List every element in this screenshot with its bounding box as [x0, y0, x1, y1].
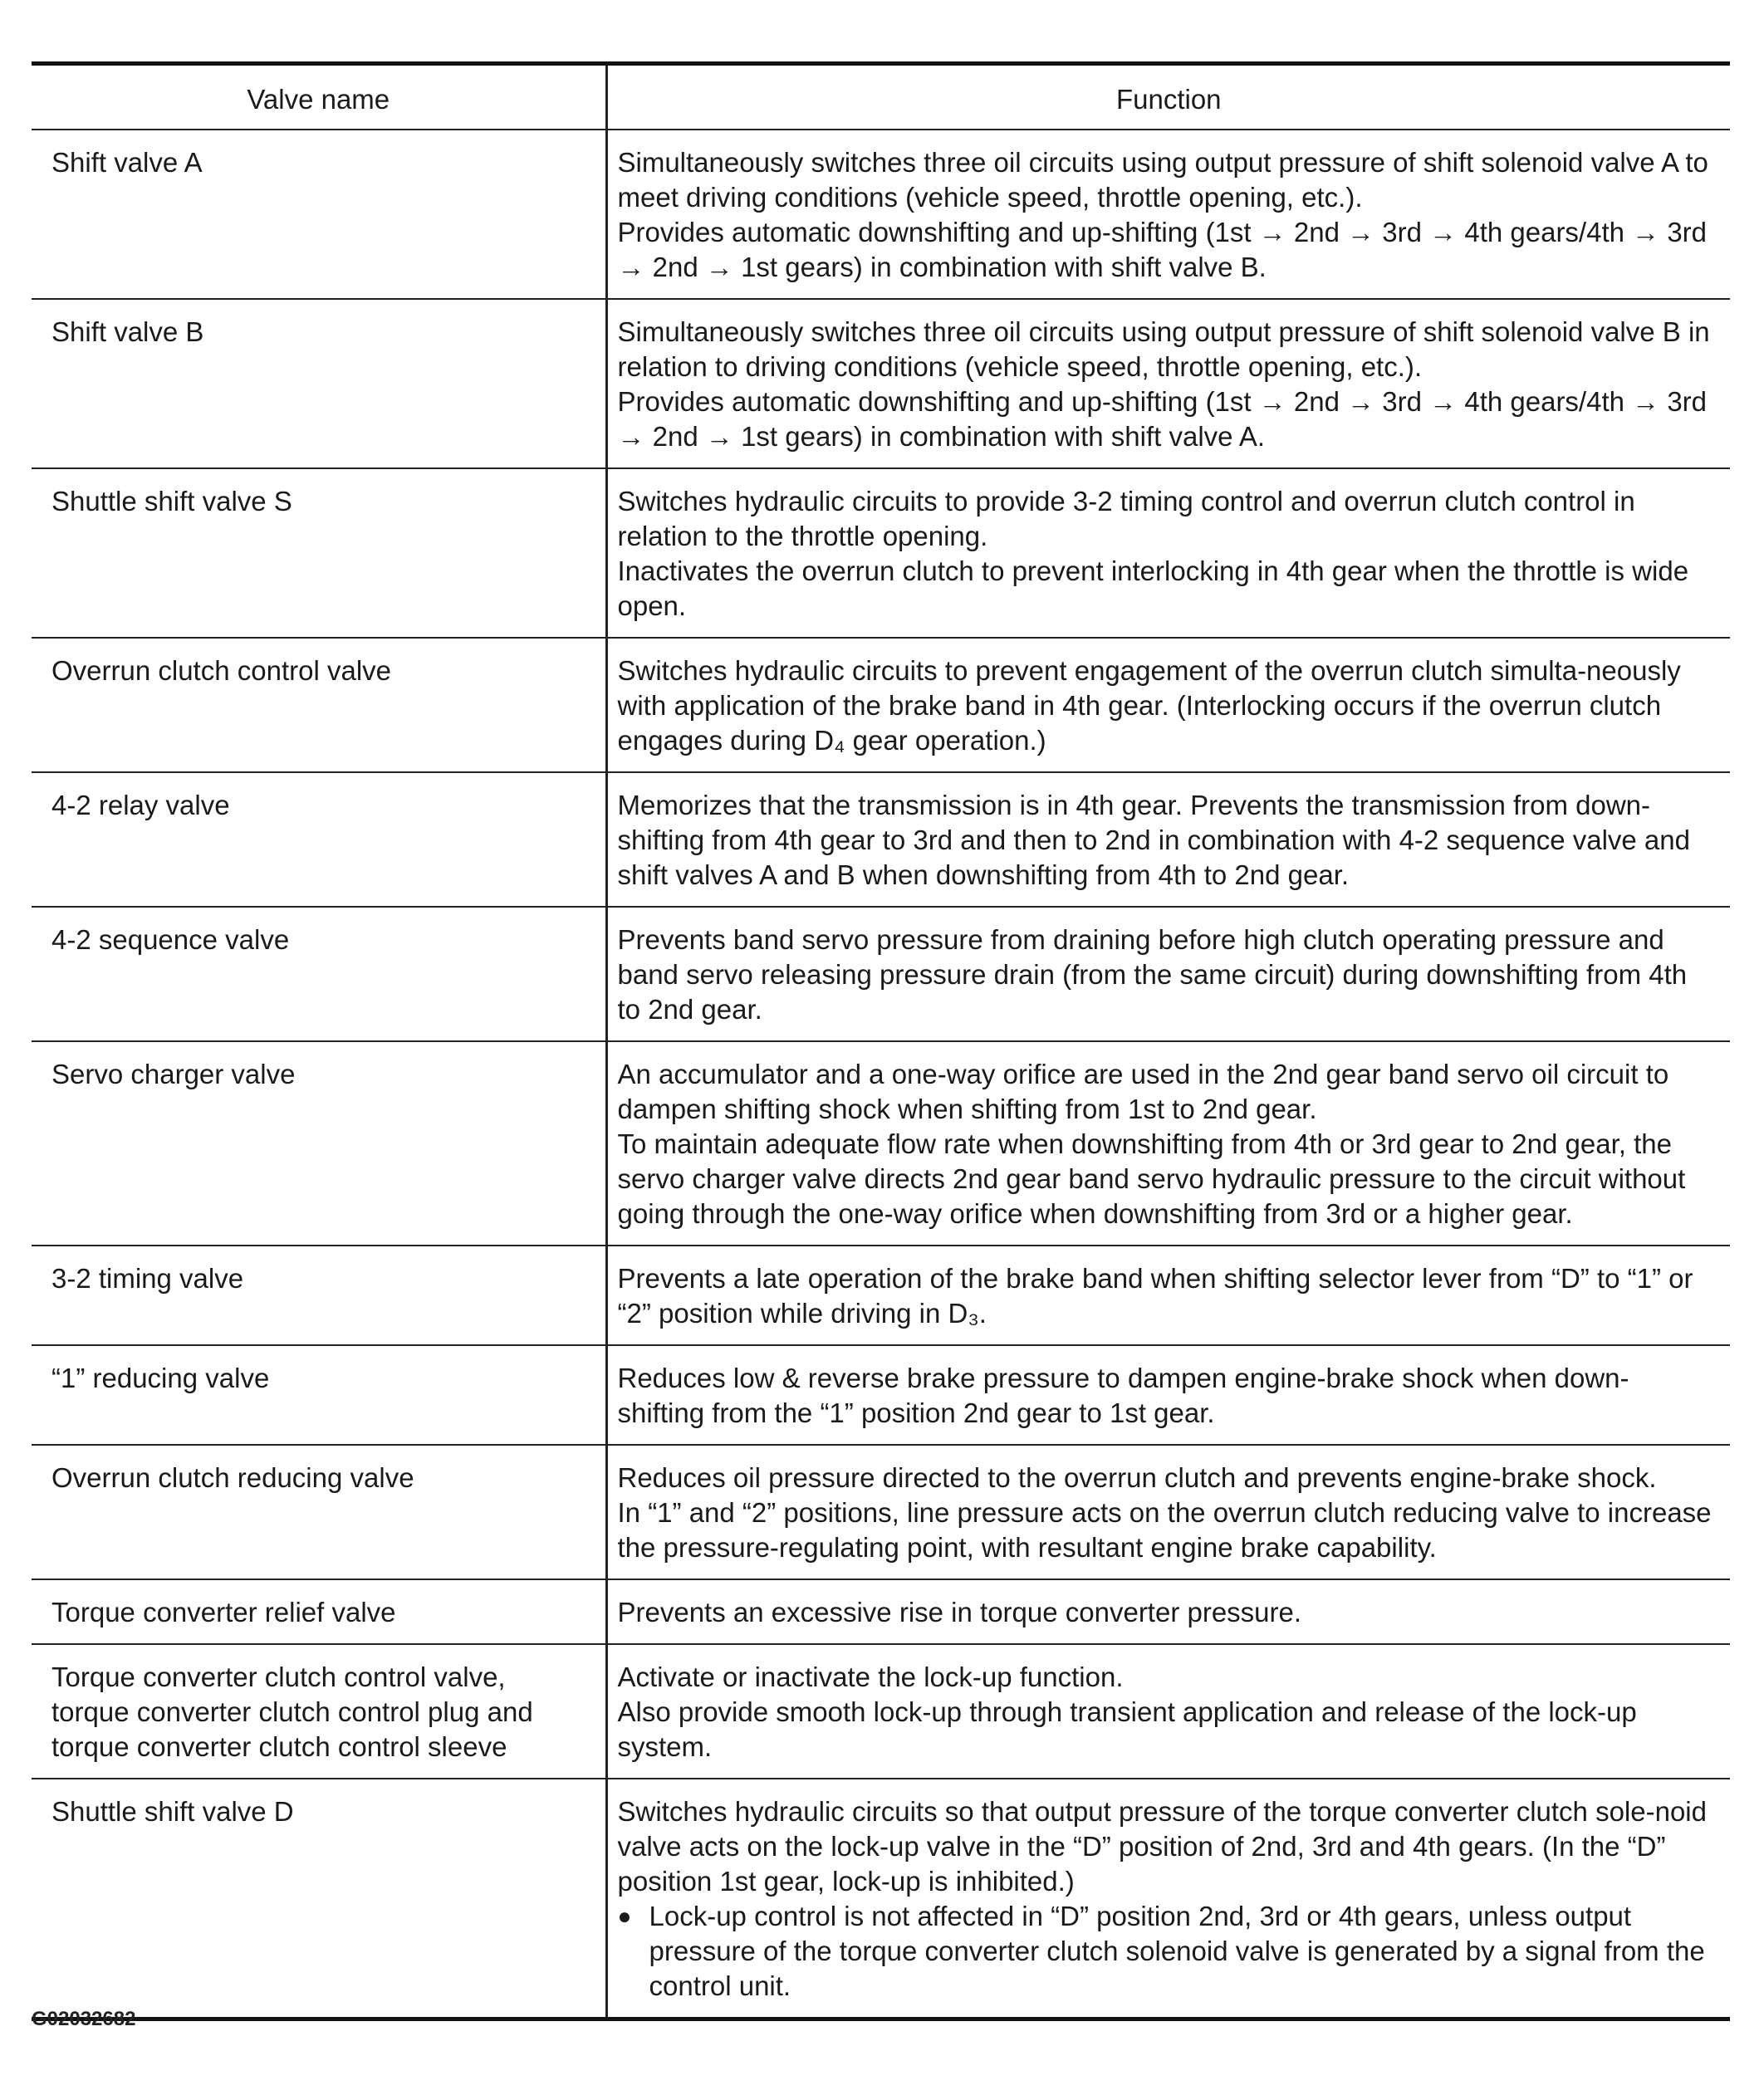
table-header-row — [32, 64, 1730, 130]
function-cell — [606, 1246, 1730, 1345]
valve-name-cell — [32, 299, 606, 468]
table-row — [32, 638, 1730, 772]
valve-name-line: Servo charger valve — [51, 1059, 296, 1089]
valve-name-cell — [32, 130, 606, 299]
function-paragraph: Prevents an excessive rise in torque converter pressure. — [617, 1597, 1302, 1627]
valve-name-line: 3-2 timing valve — [51, 1263, 244, 1294]
function-paragraph: To maintain adequate flow rate when downshifting from 4th or 3rd gear to 2nd gear, the servo charger valve directs 2nd gear band servo hydraulic pressure to the circuit without going through the one-way orifice when downshifting from 3rd or a higher gear. — [617, 1128, 1686, 1229]
document-id: G02032682 — [32, 2008, 136, 2030]
function-cell — [606, 638, 1730, 772]
valve-name-line: 4-2 sequence valve — [51, 924, 290, 955]
valve-name-cell — [32, 1345, 606, 1445]
function-paragraph: Switches hydraulic circuits so that output pressure of the torque converter clutch sole-noid valve acts on the lock-up valve in the “D” position of 2nd, 3rd and 4th gears. (In the “D” position 1st gear, lock-up is inhibited.) — [617, 1796, 1707, 1897]
header-function: Function — [606, 64, 1730, 130]
valve-name-line: Shift valve A — [51, 147, 203, 178]
valve-name-cell — [32, 1246, 606, 1345]
valve-name-line: Shuttle shift valve S — [51, 486, 292, 516]
function-paragraph: An accumulator and a one-way orifice are used in the 2nd gear band servo oil circuit to dampen shifting shock when shifting from 1st to 2nd gear. — [617, 1059, 1669, 1124]
table-row — [32, 1345, 1730, 1445]
valve-name-line: “1” reducing valve — [51, 1363, 270, 1393]
function-bullet-item — [618, 1899, 1716, 2004]
function-paragraph: Also provide smooth lock-up through transient application and release of the lock-up system. — [617, 1696, 1637, 1762]
table-row — [32, 1644, 1730, 1779]
function-paragraph: Reduces low & reverse brake pressure to dampen engine-brake shock when down-shifting from the “1” position 2nd gear to 1st gear. — [617, 1363, 1629, 1428]
valve-name-line: Overrun clutch control valve — [51, 655, 392, 686]
valve-name-cell — [32, 468, 606, 638]
function-paragraph: Provides automatic downshifting and up-shifting (1st → 2nd → 3rd → 4th gears/4th → 3rd → 2nd → 1st gears) in combination with shift valve A. — [617, 386, 1708, 452]
function-cell — [606, 772, 1730, 907]
function-cell — [606, 1041, 1730, 1246]
table-row — [32, 1579, 1730, 1644]
valve-name-cell — [32, 1644, 606, 1779]
function-cell — [606, 1445, 1730, 1579]
function-cell — [606, 130, 1730, 299]
function-paragraph: Switches hydraulic circuits to prevent engagement of the overrun clutch simulta-neously with application of the brake band in 4th gear. (Interlocking occurs if the overrun clutch engages during D₄ gear operation.) — [617, 655, 1681, 756]
function-paragraph: Prevents band servo pressure from draining before high clutch operating pressure and band servo releasing pressure drain (from the same circuit) during downshifting from 4th to 2nd gear. — [617, 924, 1688, 1025]
valve-name-cell — [32, 1779, 606, 2019]
function-cell — [606, 1779, 1730, 2019]
function-paragraph: Inactivates the overrun clutch to prevent interlocking in 4th gear when the throttle is wide open. — [617, 556, 1689, 621]
function-cell — [606, 299, 1730, 468]
header-valve-name: Valve name — [32, 64, 606, 130]
function-cell — [606, 1644, 1730, 1779]
function-paragraph: Simultaneously switches three oil circuits using output pressure of shift solenoid valve A to meet driving conditions (vehicle speed, throttle opening, etc.). — [617, 147, 1708, 213]
valve-name-line: Torque converter relief valve — [51, 1597, 396, 1627]
function-paragraph: Switches hydraulic circuits to provide 3-2 timing control and overrun clutch control in relation to the throttle opening. — [617, 486, 1635, 551]
valve-name-line: Shift valve B — [51, 316, 204, 347]
table-row — [32, 299, 1730, 468]
table-row — [32, 1246, 1730, 1345]
valve-function-table — [32, 61, 1730, 2021]
valve-name-cell — [32, 1041, 606, 1246]
function-paragraph: Reduces oil pressure directed to the overrun clutch and prevents engine-brake shock. — [617, 1462, 1657, 1493]
valve-name-line: Shuttle shift valve D — [51, 1796, 294, 1827]
function-paragraph: Prevents a late operation of the brake band when shifting selector lever from “D” to “1” or “2” position while driving in D₃. — [617, 1263, 1693, 1329]
table-row — [32, 130, 1730, 299]
valve-name-line: 4-2 relay valve — [51, 790, 230, 820]
valve-name-cell — [32, 907, 606, 1041]
function-cell — [606, 1579, 1730, 1644]
function-cell — [606, 468, 1730, 638]
table-row — [32, 1779, 1730, 2019]
bullet-text: Lock-up control is not affected in “D” position 2nd, 3rd or 4th gears, unless output pressure of the torque converter clutch solenoid valve is generated by a signal from the control unit. — [649, 1901, 1705, 2001]
valve-name-line: Overrun clutch reducing valve — [51, 1462, 414, 1493]
valve-name-cell — [32, 1445, 606, 1579]
function-paragraph: Provides automatic downshifting and up-shifting (1st → 2nd → 3rd → 4th gears/4th → 3rd → 2nd → 1st gears) in combination with shift valve B. — [617, 217, 1708, 282]
function-paragraph: Simultaneously switches three oil circuits using output pressure of shift solenoid valve B in relation to driving conditions (vehicle speed, throttle opening, etc.). — [617, 316, 1710, 382]
table-row — [32, 1041, 1730, 1246]
table-row — [32, 1445, 1730, 1579]
valve-name-line: torque converter clutch control plug and — [51, 1696, 533, 1727]
table-body — [32, 130, 1730, 2019]
function-paragraph: Activate or inactivate the lock-up function. — [617, 1662, 1124, 1692]
function-paragraph: In “1” and “2” positions, line pressure acts on the overrun clutch reducing valve to increase the pressure-regulating point, with resultant engine brake capability. — [617, 1497, 1712, 1563]
table-row — [32, 772, 1730, 907]
valve-name-line: torque converter clutch control sleeve — [51, 1731, 507, 1762]
table-row — [32, 468, 1730, 638]
function-cell — [606, 907, 1730, 1041]
valve-name-line: Torque converter clutch control valve, — [51, 1662, 506, 1692]
table-row — [32, 907, 1730, 1041]
valve-name-cell — [32, 1579, 606, 1644]
valve-name-cell — [32, 772, 606, 907]
function-cell — [606, 1345, 1730, 1445]
bullet-icon: ● — [617, 1903, 632, 1929]
function-paragraph: Memorizes that the transmission is in 4th gear. Prevents the transmission from down-shifting from 4th gear to 3rd and then to 2nd in combination with 4-2 sequence valve and shift valves A and B when downshifting from 4th to 2nd gear. — [617, 790, 1690, 890]
valve-name-cell — [32, 638, 606, 772]
